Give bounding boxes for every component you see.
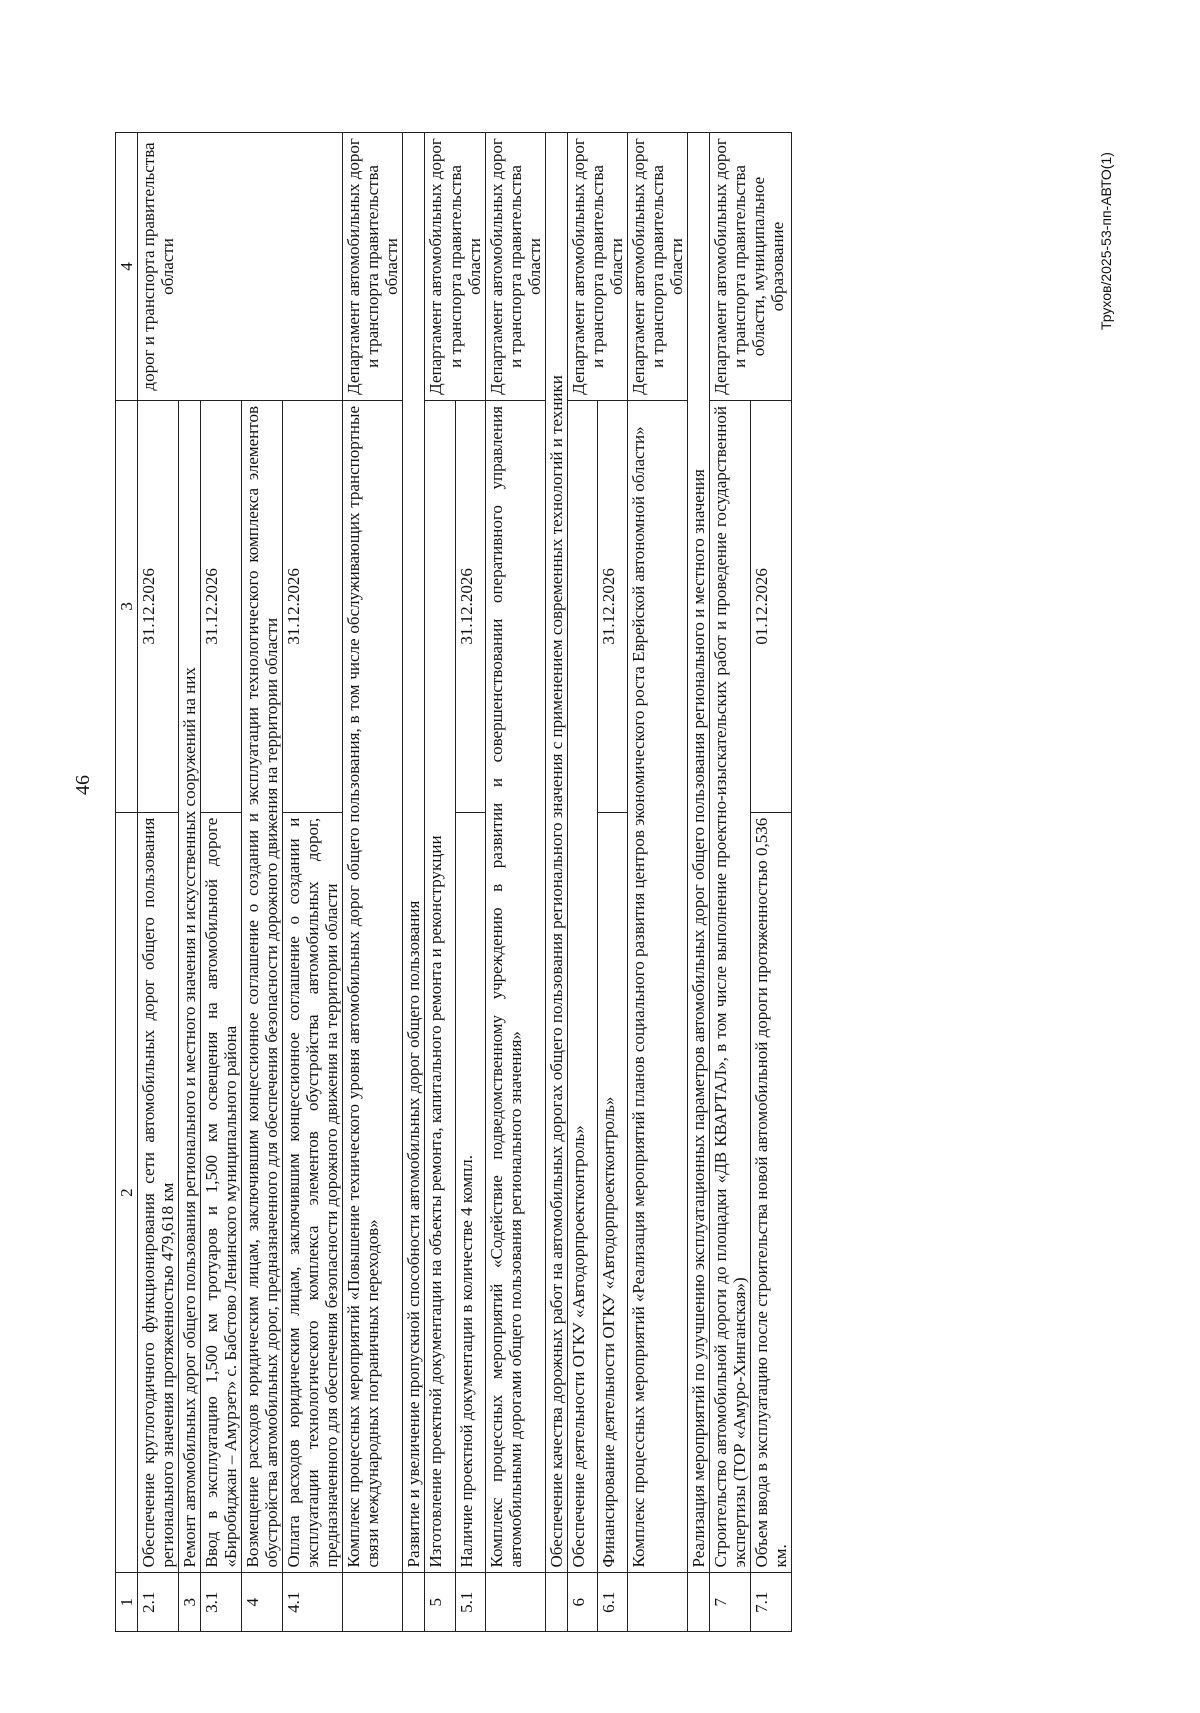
row-number [343,1573,403,1632]
table-header-row [116,133,138,1632]
row-responsible: дорог и транспорта правительства области [138,133,343,401]
table-row [425,133,455,1632]
header-cell: 4 [116,133,138,401]
row-text: Строительство автомобильной дороги до площадки «ДВ КВАРТАЛ», в том числе выполнение проектно-изыскательских работ и проведение государственной экспертизы (ТОР «Амуро-Хинганская») [709,401,750,1573]
row-number: 4 [242,1573,283,1632]
row-date: 31.12.2026 [597,401,627,813]
row-text: Оплата расходов юридическим лицам, заключившим концессионное соглашение о создании и эксплуатации технологического комплекса элементов обустройства автомобильных дорог, предназначенного для обеспечения безопасности дорожного движения на территории области [283,812,343,1573]
table-row [403,133,425,1632]
header-cell: 2 [116,812,138,1573]
row-responsible: Департамент автомобильных дорог и транспорта правительства области [425,133,485,401]
row-text: Комплекс процессных мероприятий «Содействие подведомственному учреждению в развитии и совершенствовании оперативного управления автомобильными дорогами общего пользования регионального значения» [485,401,545,1573]
row-text: Ремонт автомобильных дорог общего пользования регионального и местного значения и искусственных сооружений на них [179,401,201,1573]
table-row [627,133,687,1632]
row-number [545,1573,567,1632]
row-text: Возмещение расходов юридическим лицам, заключившим концессионное соглашение о создании и эксплуатации технологического комплекса элементов обустройства автомобильных дорог, предназначенного для обеспечения безопасности дорожного движения на территории области [242,401,283,1573]
row-number: 5.1 [455,1573,485,1632]
table-row [343,133,403,1632]
activities-table [115,132,792,1632]
row-number: 7 [709,1573,750,1632]
row-text: Комплекс процессных мероприятий «Реализация мероприятий планов социального развития центров экономического роста Еврейской автономной области» [627,401,687,1573]
row-text: Реализация мероприятий по улучшению эксплуатационных параметров автомобильных дорог общего пользования регионального и местного значения [687,133,709,1573]
row-text: Ввод в эксплуатацию 1,500 км тротуаров и 1,500 км освещения на автомобильной дороге «Биробиджан – Амурзет» с. Бабстово Ленинского муниципального района [201,812,242,1573]
row-responsible: Департамент автомобильных дорог и транспорта правительства области [627,133,687,401]
row-number: 7.1 [750,1573,791,1632]
row-number: 6.1 [597,1573,627,1632]
row-text: Развитие и увеличение пропускной способности автомобильных дорог общего пользования [403,133,425,1573]
row-number [485,1573,545,1632]
header-cell: 1 [116,1573,138,1632]
row-text: Наличие проектной документации в количестве 4 компл. [455,812,485,1573]
table-row [545,133,567,1632]
row-responsible: Департамент автомобильных дорог и транспорта правительства области [343,133,403,401]
table-row [138,133,179,1632]
row-text: Обеспечение качества дорожных работ на автомобильных дорогах общего пользования регионального значения с применением современных технологий и техники [545,133,567,1573]
document-code: Трухов/2025-53-пп-АВТО(1) [1098,152,1114,330]
rotated-table-wrapper [115,132,1065,1632]
row-text: Обеспечение деятельности ОГКУ «Автодорпроектконтроль» [567,401,597,1573]
page-number: 46 [72,775,94,795]
row-number: 3.1 [201,1573,242,1632]
row-number [627,1573,687,1632]
row-text: Обеспечение круглогодичного функционирования сети автомобильных дорог общего пользования регионального значения протяженностью 479,618 км [138,812,179,1573]
table-row [567,133,597,1632]
row-responsible: Департамент автомобильных дорог и транспорта правительства области [567,133,627,401]
table-row [687,133,709,1632]
row-number [687,1573,709,1632]
row-date: 31.12.2026 [138,401,179,813]
row-number: 5 [425,1573,455,1632]
row-text: Объем ввода в эксплуатацию после строительства новой автомобильной дороги протяженностью 0,536 км. [750,812,791,1573]
row-date: 31.12.2026 [283,401,343,813]
row-text: Финансирование деятельности ОГКУ «Автодорпроектконтроль» [597,812,627,1573]
row-date: 31.12.2026 [201,401,242,813]
row-number: 2.1 [138,1573,179,1632]
row-responsible: Департамент автомобильных дорог и транспорта правительства области, муниципальное образование [709,133,791,401]
header-cell: 3 [116,401,138,813]
row-number [403,1573,425,1632]
row-number: 6 [567,1573,597,1632]
table-row [485,133,545,1632]
row-responsible: Департамент автомобильных дорог и транспорта правительства области [485,133,545,401]
row-date: 01.12.2026 [750,401,791,813]
row-text: Комплекс процессных мероприятий «Повышение технического уровня автомобильных дорог общего пользования, в том числе обслуживающих транспортные связи международных пограничных переходов» [343,401,403,1573]
row-number: 3 [179,1573,201,1632]
row-date: 31.12.2026 [455,401,485,813]
row-text: Изготовление проектной документации на объекты ремонта, капитального ремонта и реконструкции [425,401,455,1573]
table-row [709,133,750,1632]
row-number: 4.1 [283,1573,343,1632]
